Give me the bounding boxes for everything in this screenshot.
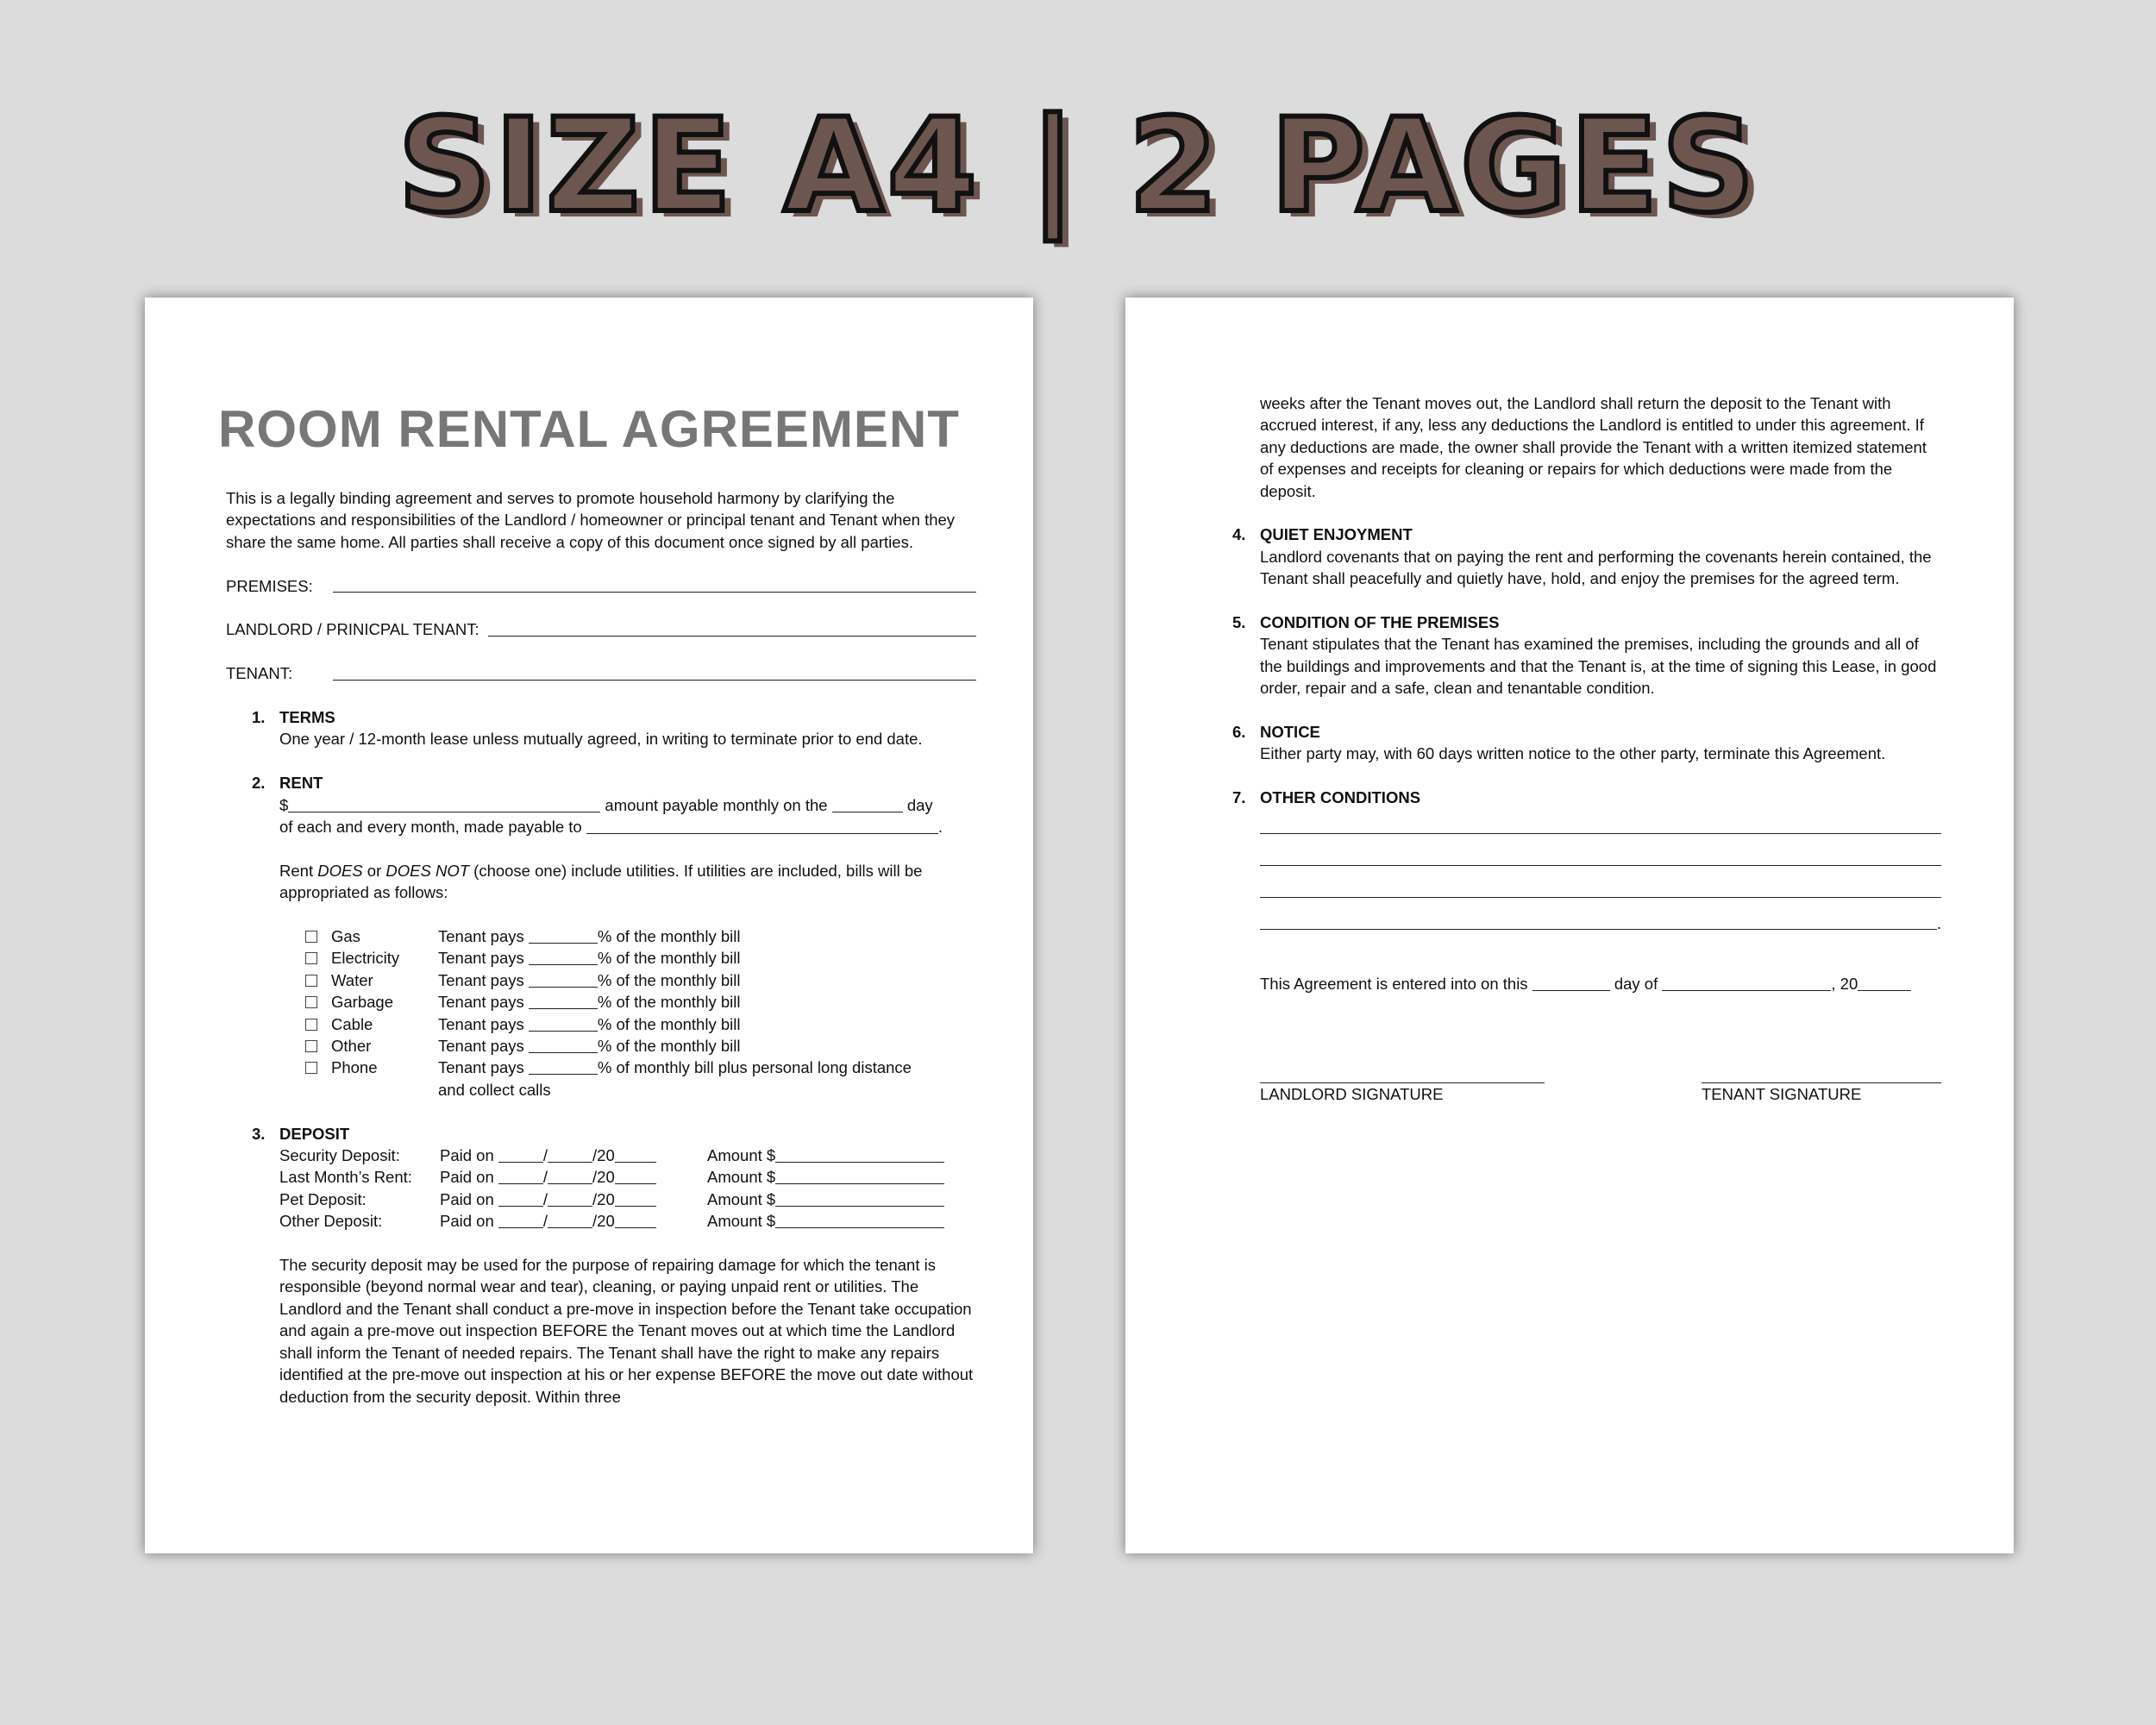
paid-on-text: Paid on	[440, 1189, 498, 1208]
checkbox[interactable]	[305, 996, 317, 1008]
utility-name: Phone	[331, 1058, 378, 1077]
slash: /	[542, 1146, 548, 1165]
checkbox[interactable]	[305, 1062, 317, 1074]
tenant-pays-text: Tenant pays	[438, 1058, 529, 1077]
landlord-label: LANDLORD / PRINICPAL TENANT:	[226, 620, 479, 639]
percent-blank[interactable]	[529, 973, 598, 988]
banner-title: SIZE A4 | 2 PAGES	[398, 91, 1758, 242]
slash: /	[542, 1168, 548, 1187]
section-deposit	[226, 1123, 976, 1408]
percent-suffix: % of the monthly bill	[597, 927, 741, 946]
quiet-heading: QUIET ENJOYMENT	[1260, 525, 1413, 544]
does-not-text: DOES NOT	[385, 861, 470, 880]
amount-text: Amount $	[707, 1212, 776, 1231]
utilities-paragraph	[279, 860, 976, 904]
payable-to-blank[interactable]	[586, 819, 938, 834]
quiet-number: 4.	[1232, 525, 1246, 544]
terms-heading: TERMS	[279, 708, 335, 726]
paid-on-text: Paid on	[440, 1212, 498, 1231]
notice-text: Either party may, with 60 days written notice to the other party, terminate this Agreement.	[1260, 744, 1886, 763]
section-notice	[1232, 721, 1941, 765]
tenant-pays-text: Tenant pays	[438, 1037, 529, 1056]
utilities-suffix: (choose one) include utilities. If utilities are included, bills will be appropriated as follows:	[279, 861, 923, 902]
percent-blank[interactable]	[529, 994, 598, 1009]
agreement-day-of: day of	[1609, 974, 1663, 993]
percent-blank[interactable]	[529, 1017, 598, 1032]
year-blank[interactable]	[615, 1170, 656, 1184]
utility-name: Gas	[331, 927, 360, 946]
premises-line[interactable]	[333, 578, 976, 593]
year-prefix: /20	[592, 1146, 615, 1165]
utility-row	[279, 969, 976, 991]
utility-row	[279, 925, 976, 947]
or-text: or	[362, 861, 386, 880]
tenant-pays-text: Tenant pays	[438, 949, 529, 968]
day-blank[interactable]	[548, 1170, 592, 1184]
utility-row	[279, 947, 976, 969]
rent-heading: RENT	[279, 774, 323, 793]
agreement-month-blank[interactable]	[1662, 976, 1831, 991]
percent-blank[interactable]	[529, 1060, 598, 1075]
landlord-signature-label: LANDLORD SIGNATURE	[1260, 1085, 1444, 1104]
page-2	[1125, 298, 2014, 1553]
tenant-signature-label: TENANT SIGNATURE	[1702, 1085, 1862, 1104]
deposit-number: 3.	[252, 1124, 266, 1143]
section-condition	[1232, 612, 1941, 699]
signature-row	[1260, 1070, 1941, 1105]
tenant-label: TENANT:	[226, 664, 293, 683]
checkbox[interactable]	[305, 931, 317, 943]
phone-suffix: % of monthly bill plus personal long distance	[597, 1058, 912, 1077]
year-blank[interactable]	[615, 1214, 656, 1228]
deposit-row	[279, 1166, 976, 1188]
other-conditions-line[interactable]	[1260, 885, 1941, 898]
paid-on-text: Paid on	[440, 1168, 498, 1187]
utilities-list	[279, 925, 976, 1101]
terms-text: One year / 12-month lease unless mutually agreed, in writing to terminate prior to end date.	[279, 730, 923, 749]
payable-period: .	[937, 818, 943, 837]
checkbox[interactable]	[305, 952, 317, 964]
section-quiet-enjoyment	[1232, 524, 1941, 589]
percent-blank[interactable]	[529, 950, 598, 965]
landlord-line[interactable]	[488, 622, 976, 637]
month-blank[interactable]	[498, 1148, 543, 1163]
deposit-label: Security Deposit:	[279, 1146, 400, 1165]
percent-blank[interactable]	[529, 929, 598, 944]
tenant-field[interactable]	[226, 662, 976, 684]
deposit-row	[279, 1145, 976, 1166]
utility-name: Other	[331, 1037, 372, 1056]
document-title: ROOM RENTAL AGREEMENT	[218, 400, 960, 458]
rent-amount-blank[interactable]	[288, 798, 600, 812]
utility-row	[279, 1013, 976, 1035]
checkbox[interactable]	[305, 1040, 317, 1052]
deposit-label: Last Month’s Rent:	[279, 1168, 412, 1187]
amount-text: Amount $	[707, 1168, 776, 1187]
landlord-signature-line[interactable]	[1260, 1070, 1545, 1083]
tenant-signature-line[interactable]	[1702, 1070, 1941, 1083]
other-number: 7.	[1232, 788, 1246, 807]
percent-suffix: % of the monthly bill	[597, 1037, 741, 1056]
amount-blank[interactable]	[775, 1214, 944, 1228]
premises-field[interactable]	[226, 575, 976, 597]
checkbox[interactable]	[305, 1019, 317, 1031]
tenant-pays-text: Tenant pays	[438, 1014, 529, 1033]
amount-text: Amount $	[707, 1189, 776, 1208]
agreement-year-blank[interactable]	[1858, 976, 1911, 991]
tenant-pays-text: Tenant pays	[438, 927, 529, 946]
tenant-pays-text: Tenant pays	[438, 970, 529, 989]
utility-row	[279, 991, 976, 1013]
year-prefix: /20	[592, 1189, 615, 1208]
intro-paragraph: This is a legally binding agreement and serves to promote household harmony by clarifying the expectations and responsibilities of the Landlord / homeowner or principal tenant and Tenant when they share the same home. All parties shall receive a copy of this document once signed by all parties.	[226, 489, 956, 551]
month-blank[interactable]	[498, 1214, 543, 1228]
rent-amount-text: amount payable monthly on the	[600, 795, 832, 814]
premises-label: PREMISES:	[226, 576, 313, 595]
year-blank[interactable]	[615, 1192, 656, 1207]
deposit-row	[279, 1210, 976, 1232]
landlord-field[interactable]	[226, 618, 976, 640]
section-rent	[226, 772, 976, 1101]
slash: /	[542, 1212, 548, 1231]
percent-blank[interactable]	[529, 1038, 598, 1053]
deposit-label: Pet Deposit:	[279, 1189, 367, 1208]
agreement-date-line	[1260, 973, 1941, 994]
does-text: DOES	[317, 861, 363, 880]
checkbox[interactable]	[305, 975, 317, 987]
section-terms	[226, 706, 976, 750]
condition-text: Tenant stipulates that the Tenant has examined the premises, including the grounds and all of the buildings and improvements and that the Tenant is, at the time of signing this Lease, in good order, repair and a safe, clean and tenantable condition.	[1260, 635, 1937, 698]
utility-row	[279, 1057, 976, 1101]
condition-number: 5.	[1232, 613, 1246, 632]
landlord-signature-block	[1260, 1070, 1545, 1105]
quiet-text: Landlord covenants that on paying the rent and performing the covenants herein contained, the Tenant shall peacefully and quietly have, hold, and enjoy the premises for the agreed term.	[1260, 547, 1932, 588]
rent-day-blank[interactable]	[832, 798, 903, 812]
page-2-content	[1232, 392, 1941, 1105]
tenant-pays-text: Tenant pays	[438, 993, 529, 1012]
condition-heading: CONDITION OF THE PREMISES	[1260, 613, 1500, 632]
deposit-text: The security deposit may be used for the purpose of repairing damage for which the tenant is responsible (beyond normal wear and tear), cleaning, or paying unpaid rent or utilities. The Landlord and the Tenant shall conduct a pre-move in inspection before the Tenant take occupation and again a pre-move out inspection BEFORE the Tenant moves out at which time the Landlord shall inform the Tenant of needed repairs. The Tenant shall have the right to make any repairs identified at the pre-move out inspection at his or her expense BEFORE the move out date without deduction from the security deposit. Within three	[279, 1256, 974, 1406]
other-conditions-line[interactable]	[1260, 821, 1941, 834]
percent-suffix: % of the monthly bill	[597, 949, 741, 968]
payable-text: of each and every month, made payable to	[279, 818, 586, 837]
percent-suffix: % of the monthly bill	[597, 1014, 741, 1033]
notice-heading: NOTICE	[1260, 723, 1320, 742]
tenant-signature-block	[1702, 1070, 1941, 1105]
day-blank[interactable]	[548, 1192, 592, 1207]
other-period: .	[1936, 913, 1941, 932]
amount-text: Amount $	[707, 1146, 776, 1165]
utility-row	[279, 1035, 976, 1057]
utilities-prefix: Rent	[279, 861, 318, 880]
tenant-line[interactable]	[333, 666, 976, 681]
percent-suffix: % of the monthly bill	[597, 970, 741, 989]
dollar-sign: $	[279, 795, 289, 814]
day-blank[interactable]	[548, 1214, 592, 1228]
year-prefix: /20	[592, 1212, 615, 1231]
slash: /	[542, 1189, 548, 1208]
rent-number: 2.	[252, 774, 266, 793]
phone-suffix-2: and collect calls	[438, 1080, 551, 1099]
utility-name: Garbage	[331, 993, 393, 1012]
utility-name: Electricity	[331, 949, 400, 968]
amount-blank[interactable]	[775, 1192, 944, 1207]
other-conditions-line[interactable]	[1260, 917, 1937, 930]
rent-amount-line	[279, 794, 976, 816]
deposit-row	[279, 1189, 976, 1210]
deposit-heading: DEPOSIT	[279, 1124, 350, 1143]
rent-payable-line	[279, 816, 976, 837]
month-blank[interactable]	[498, 1170, 543, 1184]
amount-blank[interactable]	[775, 1148, 944, 1163]
terms-number: 1.	[252, 708, 266, 726]
agreement-day-blank[interactable]	[1532, 976, 1610, 991]
section-other-conditions	[1232, 787, 1941, 932]
other-conditions-line[interactable]	[1260, 853, 1941, 866]
notice-number: 6.	[1232, 723, 1246, 742]
deposit-label: Other Deposit:	[279, 1212, 383, 1231]
page-1	[145, 298, 1033, 1553]
rent-day-text: day	[902, 795, 933, 814]
page-1-content	[226, 487, 976, 1408]
day-blank[interactable]	[548, 1148, 592, 1163]
utility-name: Cable	[331, 1014, 373, 1033]
year-prefix: /20	[592, 1168, 615, 1187]
year-blank[interactable]	[615, 1148, 656, 1163]
other-heading: OTHER CONDITIONS	[1260, 788, 1421, 807]
agreement-prefix: This Agreement is entered into on this	[1260, 974, 1532, 993]
utility-name: Water	[331, 970, 373, 989]
agreement-year-prefix: , 20	[1831, 974, 1858, 993]
percent-suffix: % of the monthly bill	[597, 993, 741, 1012]
paid-on-text: Paid on	[440, 1146, 498, 1165]
month-blank[interactable]	[498, 1192, 543, 1207]
amount-blank[interactable]	[775, 1170, 944, 1184]
deposit-continuation: weeks after the Tenant moves out, the Landlord shall return the deposit to the Tenant with accrued interest, if any, less any deductions the Landlord is entitled to under this agreement. If any deductions are made, the owner shall provide the Tenant with a written itemized statement of expenses and receipts for cleaning or repairs for which deductions were made from the deposit.	[1260, 394, 1927, 500]
